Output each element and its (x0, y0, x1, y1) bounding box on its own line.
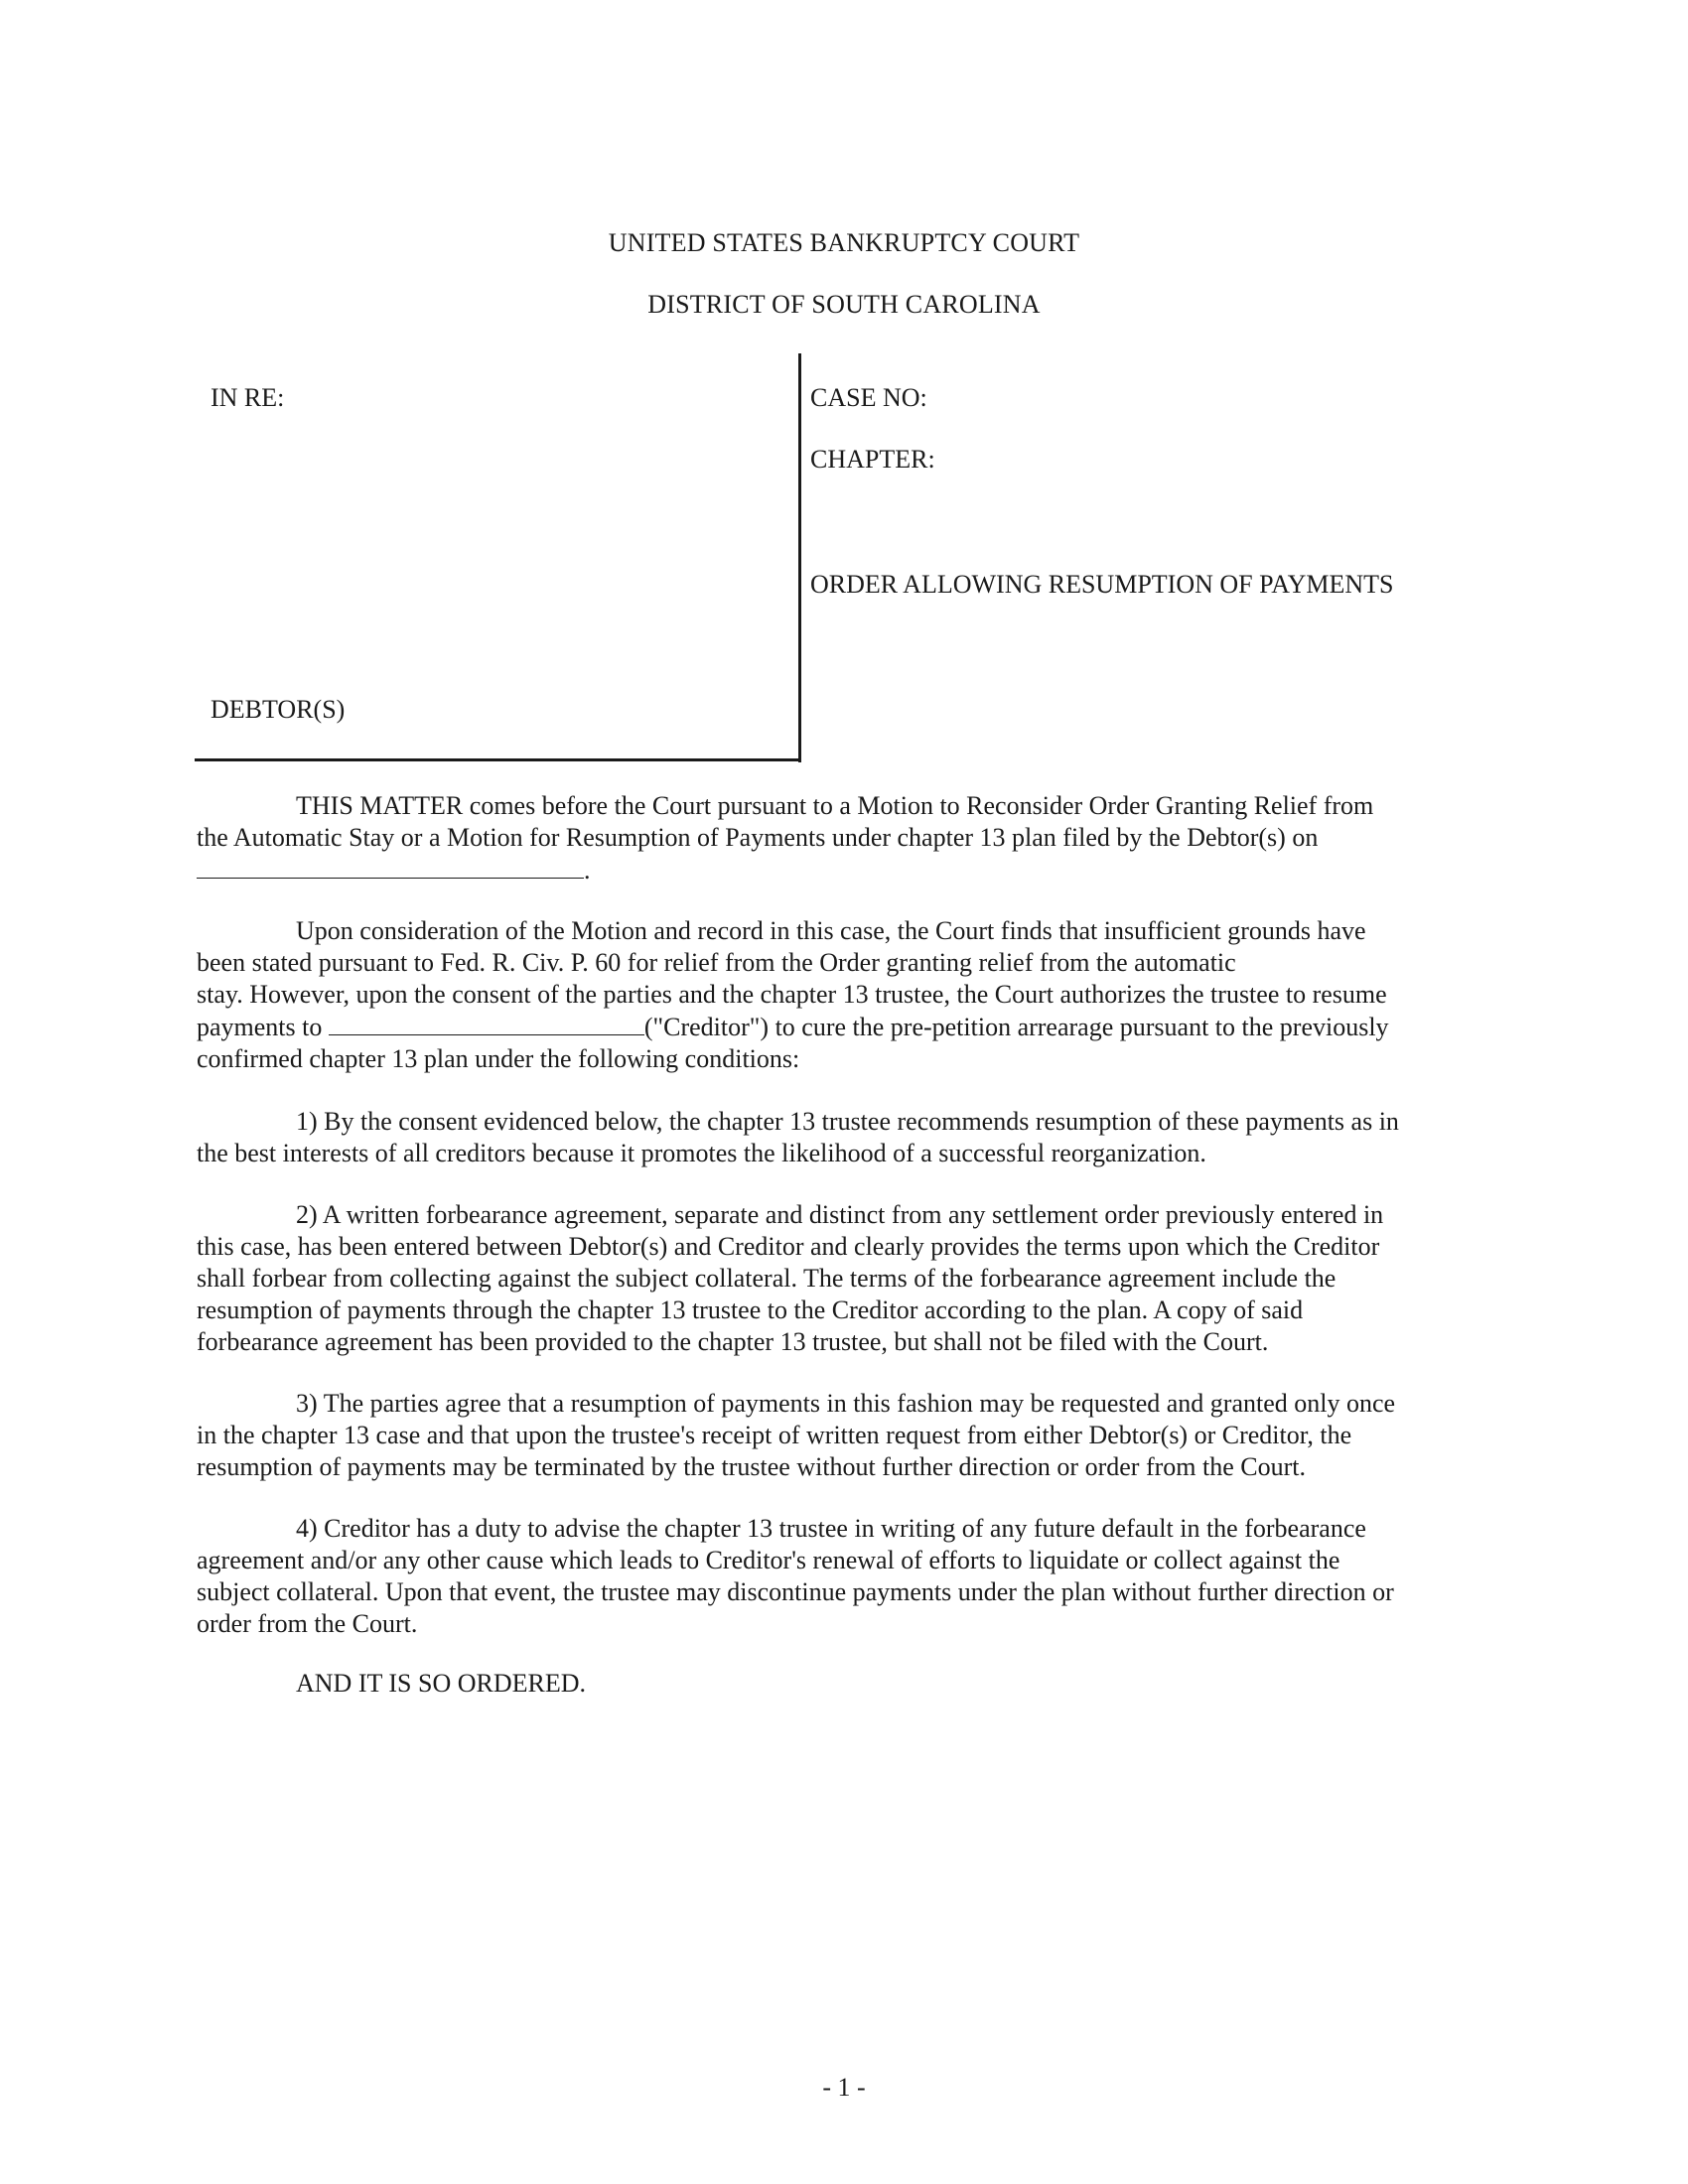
court-district: DISTRICT OF SOUTH CAROLINA (647, 290, 1041, 319)
findings-line: stay. However, upon the consent of the parties and the chapter 13 trustee, the Court authorizes the trustee to resume (197, 980, 1387, 1009)
caption-vertical-divider (798, 353, 801, 762)
findings-paragraph (197, 915, 1487, 1075)
order-title: ORDER ALLOWING RESUMPTION OF PAYMENTS (810, 570, 1394, 599)
caption-horizontal-divider (195, 758, 801, 761)
intro-line: THIS MATTER comes before the Court pursuant to a Motion to Reconsider Order Granting Relief from (296, 791, 1374, 820)
creditor-text: ("Creditor") to cure the pre-petition arrearage pursuant to the previously (643, 1013, 1389, 1041)
condition-line: shall forbear from collecting against the subject collateral. The terms of the forbearance agreement include the (197, 1264, 1336, 1293)
condition-line: 3) The parties agree that a resumption of payments in this fashion may be requested and granted only once (296, 1389, 1396, 1418)
condition-3-paragraph (197, 1388, 1487, 1483)
court-name: UNITED STATES BANKRUPTCY COURT (608, 228, 1080, 257)
debtor-label: DEBTOR(S) (211, 695, 346, 724)
intro-line: the Automatic Stay or a Motion for Resumption of Payments under chapter 13 plan filed by the Debtor(s) on (197, 823, 1319, 852)
condition-line: 4) Creditor has a duty to advise the chapter 13 trustee in writing of any future default in the forbearance (296, 1514, 1366, 1543)
case-number-label: CASE NO: (810, 383, 927, 412)
condition-line: forbearance agreement has been provided to the chapter 13 trustee, but shall not be filed with the Court. (197, 1327, 1269, 1356)
intro-line (197, 854, 1487, 887)
intro-line-end: . (584, 856, 591, 885)
condition-2-paragraph (197, 1199, 1487, 1358)
condition-line: agreement and/or any other cause which leads to Creditor's renewal of efforts to liquidate or collect against the (197, 1546, 1340, 1574)
in-re-label: IN RE: (211, 383, 285, 412)
findings-line (197, 1011, 1487, 1043)
condition-line: resumption of payments through the chapter 13 trustee to the Creditor according to the plan. A copy of said (197, 1296, 1304, 1324)
findings-line: Upon consideration of the Motion and record in this case, the Court finds that insufficient grounds have (296, 916, 1366, 945)
page-number: - 1 - (822, 2073, 866, 2102)
condition-1-paragraph (197, 1106, 1487, 1169)
intro-paragraph (197, 790, 1487, 887)
findings-line: confirmed chapter 13 plan under the following conditions: (197, 1044, 800, 1073)
motion-date-blank[interactable] (197, 854, 584, 879)
closing-text: AND IT IS SO ORDERED. (296, 1669, 587, 1698)
condition-line: subject collateral. Upon that event, the trustee may discontinue payments under the plan without further direction or (197, 1577, 1394, 1606)
closing-paragraph (197, 1668, 1487, 1700)
creditor-name-blank[interactable] (329, 1011, 644, 1035)
condition-line: the best interests of all creditors because it promotes the likelihood of a successful reorganization. (197, 1139, 1206, 1167)
condition-line: resumption of payments may be terminated by the trustee without further direction or order from the Court. (197, 1452, 1306, 1481)
condition-4-paragraph (197, 1513, 1487, 1640)
condition-line: this case, has been entered between Debtor(s) and Creditor and clearly provides the terms upon which the Creditor (197, 1232, 1380, 1261)
findings-line: been stated pursuant to Fed. R. Civ. P. 60 for relief from the Order granting relief from the automatic (197, 948, 1236, 977)
condition-line: 2) A written forbearance agreement, separate and distinct from any settlement order previously entered in (296, 1200, 1384, 1229)
condition-line: 1) By the consent evidenced below, the chapter 13 trustee recommends resumption of these payments as in (296, 1107, 1399, 1136)
payments-to-text: payments to (197, 1013, 323, 1041)
condition-line: order from the Court. (197, 1609, 418, 1638)
condition-line: in the chapter 13 case and that upon the trustee's receipt of written request from either Debtor(s) or Creditor, the (197, 1421, 1352, 1449)
chapter-label: CHAPTER: (810, 445, 935, 474)
